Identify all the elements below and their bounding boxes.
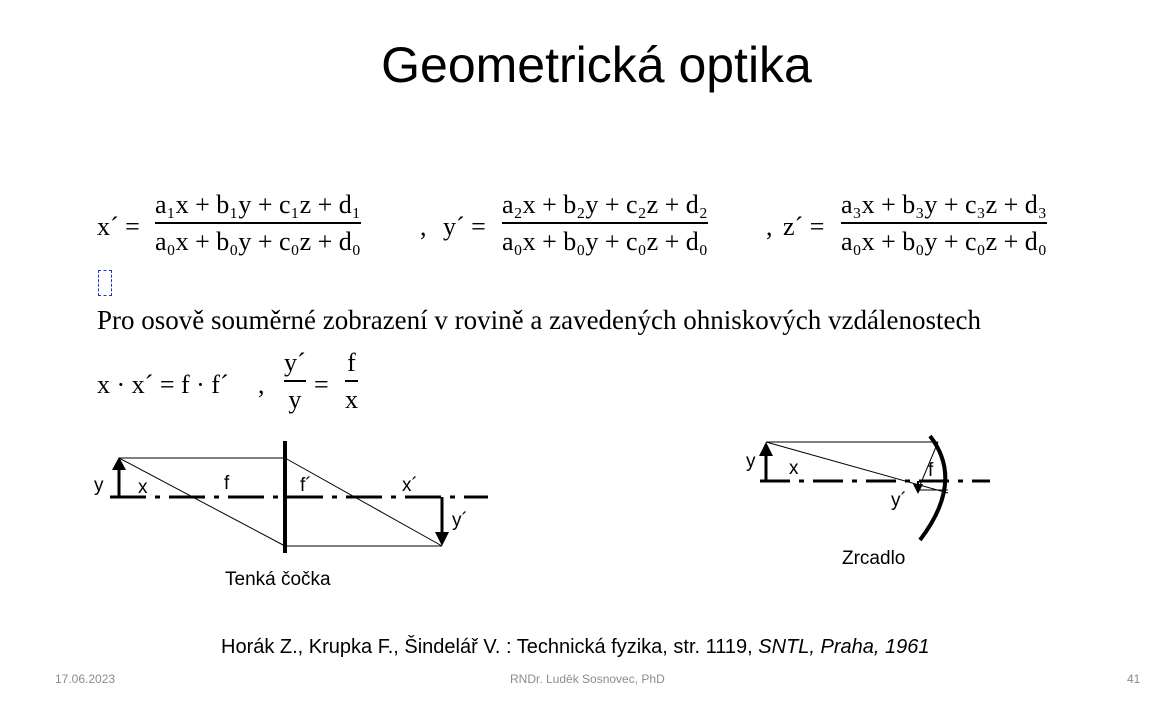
x-prime-denominator: a₀x + b₀y + c₀z + d₀: [155, 226, 361, 256]
slide-title: Geometrická optika: [381, 37, 812, 93]
ratio-numerator: y´: [284, 348, 306, 377]
mirror-caption: Zrcadlo: [842, 548, 906, 569]
y-prime-lhs: y´ =: [443, 212, 486, 241]
ray-through-focus-in: [119, 458, 285, 546]
object-arrow-head: [112, 457, 126, 470]
footer-date: 17.06.2023: [55, 672, 116, 686]
mirror-label-x: x: [789, 458, 799, 479]
description-sentence: Pro osově souměrné zobrazení v rovině a zavedených ohniskových vzdálenostech: [97, 305, 981, 335]
mirror-label-y: y: [746, 451, 756, 472]
image-arrow-head: [435, 532, 449, 546]
lens-label-x: x: [138, 477, 148, 498]
footer-author: RNDr. Luděk Sosnovec, PhD: [510, 672, 665, 686]
lens-label-y: y: [94, 475, 104, 496]
rhs-numerator: f: [347, 348, 356, 377]
x-prime-numerator: a₁x + b₁y + c₁z + d₁: [155, 190, 361, 219]
footer-page-number: 41: [1127, 672, 1141, 686]
y-prime-denominator: a₀x + b₀y + c₀z + d₀: [502, 226, 708, 256]
separator-1: ,: [420, 212, 427, 241]
ray-refracted-out: [285, 458, 442, 546]
citation: [221, 636, 930, 659]
x-prime-lhs: x´ =: [97, 212, 140, 241]
lens-label-x-prime: x´: [402, 475, 418, 496]
thin-lens-diagram: [110, 441, 488, 553]
mirror-image-head: [913, 484, 923, 494]
mirror-label-y-prime: y´: [891, 490, 907, 511]
mirror-curve: [920, 436, 945, 540]
lens-label-f: f: [224, 473, 230, 494]
mirror-label-f: f: [928, 460, 934, 481]
z-prime-numerator: a₃x + b₃y + c₃z + d₃: [841, 190, 1047, 219]
relation-separator: ,: [258, 370, 265, 399]
lens-caption: Tenká čočka: [225, 569, 331, 590]
separator-2: ,: [766, 212, 773, 241]
relation-equals: =: [314, 370, 329, 399]
y-prime-numerator: a₂x + b₂y + c₂z + d₂: [502, 190, 708, 219]
lens-label-y-prime: y´: [452, 510, 468, 531]
z-prime-lhs: z´ =: [783, 212, 825, 241]
citation-italic: SNTL, Praha, 1961: [758, 636, 930, 658]
lens-label-f-prime: f´: [300, 475, 312, 496]
mirror-object-head: [759, 442, 773, 456]
product-relation: x · x´ = f · f´: [97, 370, 229, 399]
ratio-denominator: y: [288, 384, 302, 414]
mirror-diagram: [759, 436, 990, 540]
rhs-denominator: x: [345, 384, 358, 414]
citation-main: Horák Z., Krupka F., Šindelář V. : Technická fyzika, str. 1119,: [221, 636, 759, 658]
z-prime-denominator: a₀x + b₀y + c₀z + d₀: [841, 226, 1047, 256]
